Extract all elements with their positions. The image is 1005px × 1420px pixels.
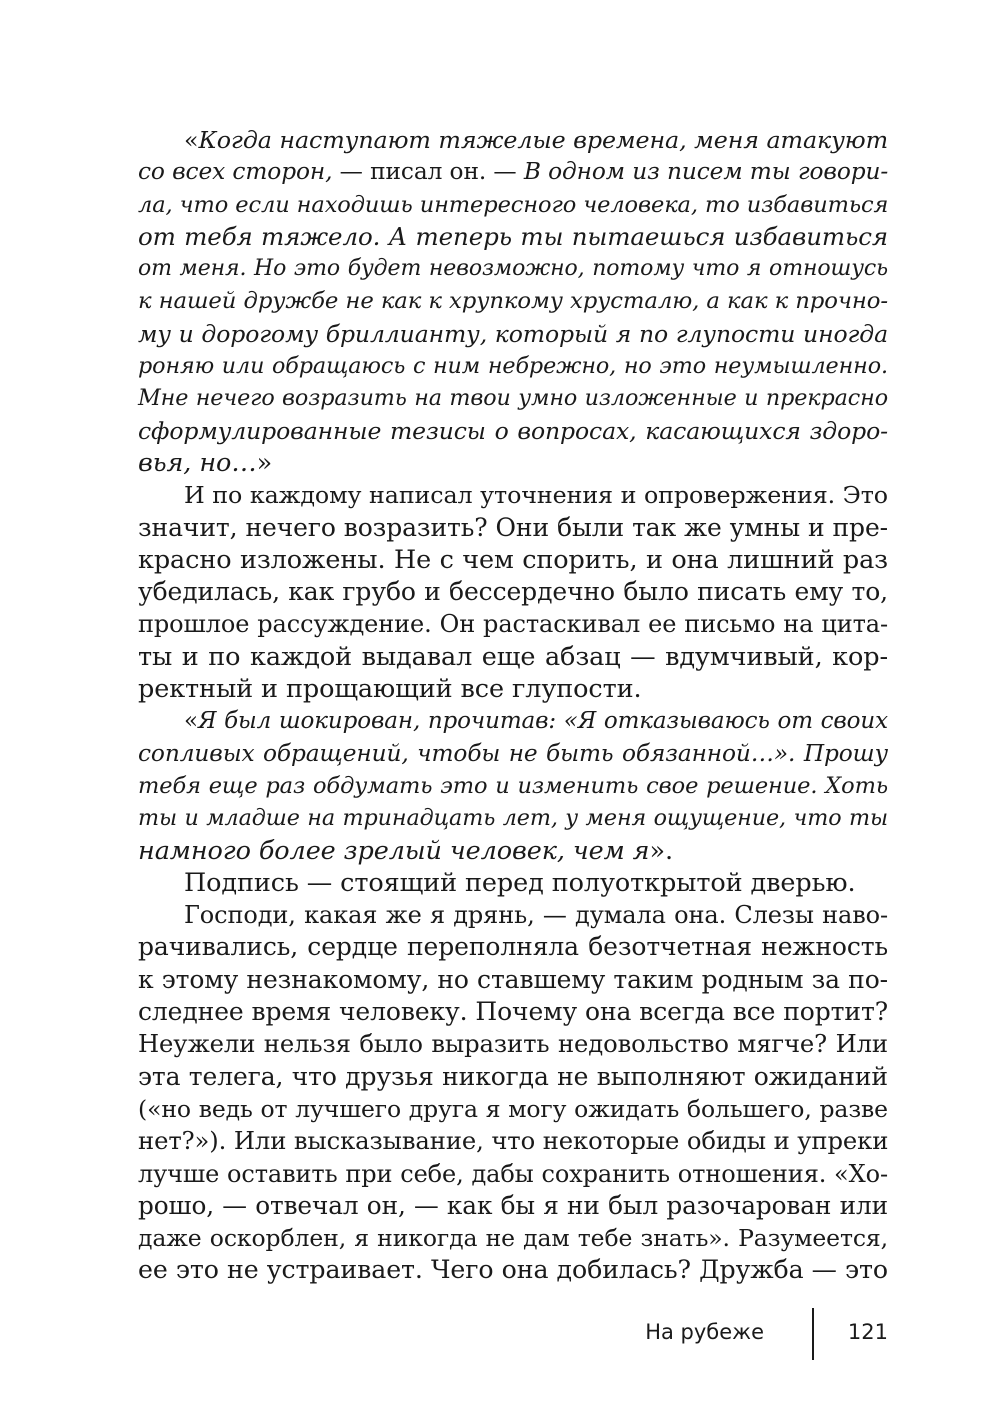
text-run: нет?»). Или высказывание, что некоторые обиды и упреки [138,1126,889,1156]
text-run: рачивались, сердце переполняла безотчетная нежность [138,932,888,962]
text-run: убедилась, как грубо и бессердечно было писать ему то, [138,577,888,607]
text-line [138,350,888,382]
text-line [138,253,888,285]
text-run: ректный и прощающий все глупости. [138,674,642,705]
text-run: ее это не устраивает. Чего она добилась? Дружба — это [138,1255,888,1285]
text-run: Неужели нельзя было выразить недовольство мягче? Или [138,1029,888,1059]
text-line [138,156,888,188]
text-line [138,1190,888,1222]
italic-text: намного более зрелый человек, чем я [138,835,650,866]
text-run: («но ведь от лучшего друга я могу ожидать большего, разве [138,1094,888,1123]
italic-text: роняю или обращаюсь с ним небрежно, но это неумышленно. [138,353,888,380]
italic-text: сформулированные тезисы о вопросах, касающихся здоро- [138,416,888,445]
body-text [138,124,888,1287]
italic-text: Мне нечего возразить на твои умно изложенные и прекрасно [138,385,888,412]
text-line [138,189,888,221]
text-line [138,512,888,544]
text-run: ». [649,835,673,866]
text-line [138,318,888,350]
italic-text: В одном из писем ты говори- [523,158,889,186]
text-line [138,641,888,673]
text-line [138,705,888,737]
italic-text: от меня. Но это будет невозможно, потому что я отношусь [138,256,888,282]
text-line [138,1254,888,1286]
text-line [138,835,888,867]
text-run: значит, нечего возразить? Они были так же умны и пре- [138,512,888,542]
italic-text: от тебя тяжело. А теперь ты пытаешься избавиться [138,221,888,251]
italic-text: со всех сторон, [138,158,340,186]
footer-divider [812,1308,814,1360]
text-run: к этому незнакомому, но ставшему таким родным за по- [138,964,888,994]
text-line [138,996,888,1028]
text-run: следнее время человеку. Почему она всегда все портит? [138,997,888,1027]
text-line [138,479,888,511]
text-line [138,1061,888,1093]
text-run: Подпись — стоящий перед полуоткрытой дверью. [184,867,856,898]
running-head: На рубеже [645,1320,764,1344]
text-line [138,673,888,705]
text-run: лучше оставить при себе, дабы сохранить отношения. «Хо- [138,1159,888,1188]
text-line [138,447,888,479]
text-line [138,544,888,576]
page-number: 121 [847,1320,888,1344]
text-run: прошлое рассуждение. Он растаскивал ее письмо на цита- [138,610,888,639]
text-run: Господи, какая же я дрянь, — думала она. Слезы наво- [184,901,888,930]
text-line [138,382,888,414]
text-line [138,899,888,931]
text-run: И по каждому написал уточнения и опровержения. Это [184,481,888,510]
text-run: эта телега, что друзья никогда не выполняют ожиданий [138,1061,888,1091]
italic-text: Я был шокирован, прочитав: «Я отказываюсь от своих [197,708,888,735]
text-line [138,1222,888,1254]
text-line [138,415,888,447]
text-line [138,964,888,996]
text-line [138,608,888,640]
text-line [138,1093,888,1125]
text-line [138,285,888,317]
italic-text: вья, но… [138,447,257,478]
text-line [138,576,888,608]
text-line [138,1158,888,1190]
text-line [138,738,888,770]
italic-text: му и дорогому бриллианту, который я по глупости иногда [138,319,888,348]
text-run: ты и по каждой выдавал еще абзац — вдумчивый, кор- [138,641,888,672]
text-run: — писал он. — [339,158,524,186]
text-run: « [184,708,198,735]
text-line [138,1028,888,1060]
text-line [138,221,888,253]
text-line [138,770,888,802]
text-run: » [256,447,273,478]
text-line [138,1125,888,1157]
italic-text: сопливых обращений, чтобы не быть обязанной…». Прошу [138,739,888,767]
text-line [138,867,888,899]
italic-text: ла, что если находишь интересного человека, то избавиться [138,191,889,218]
italic-text: Когда наступают тяжелые времена, меня атакуют [198,126,888,154]
italic-text: ты и младше на тринадцать лет, у меня ощущение, что ты [138,805,888,832]
text-run: красно изложены. Не с чем спорить, и она лишний раз [138,544,888,575]
text-run: рошо, — отвечал он, — как бы я ни был разочарован или [138,1190,888,1220]
text-line [138,931,888,963]
text-line [138,124,888,156]
text-line [138,802,888,834]
text-run: даже оскорблен, я никогда не дам тебе знать». Разумеется, [138,1224,888,1253]
italic-text: тебя еще раз обдумать это и изменить свое решение. Хоть [138,772,888,799]
text-run: « [184,126,199,154]
italic-text: к нашей дружбе не как к хрупкому хрусталю, а как к прочно- [138,288,888,315]
